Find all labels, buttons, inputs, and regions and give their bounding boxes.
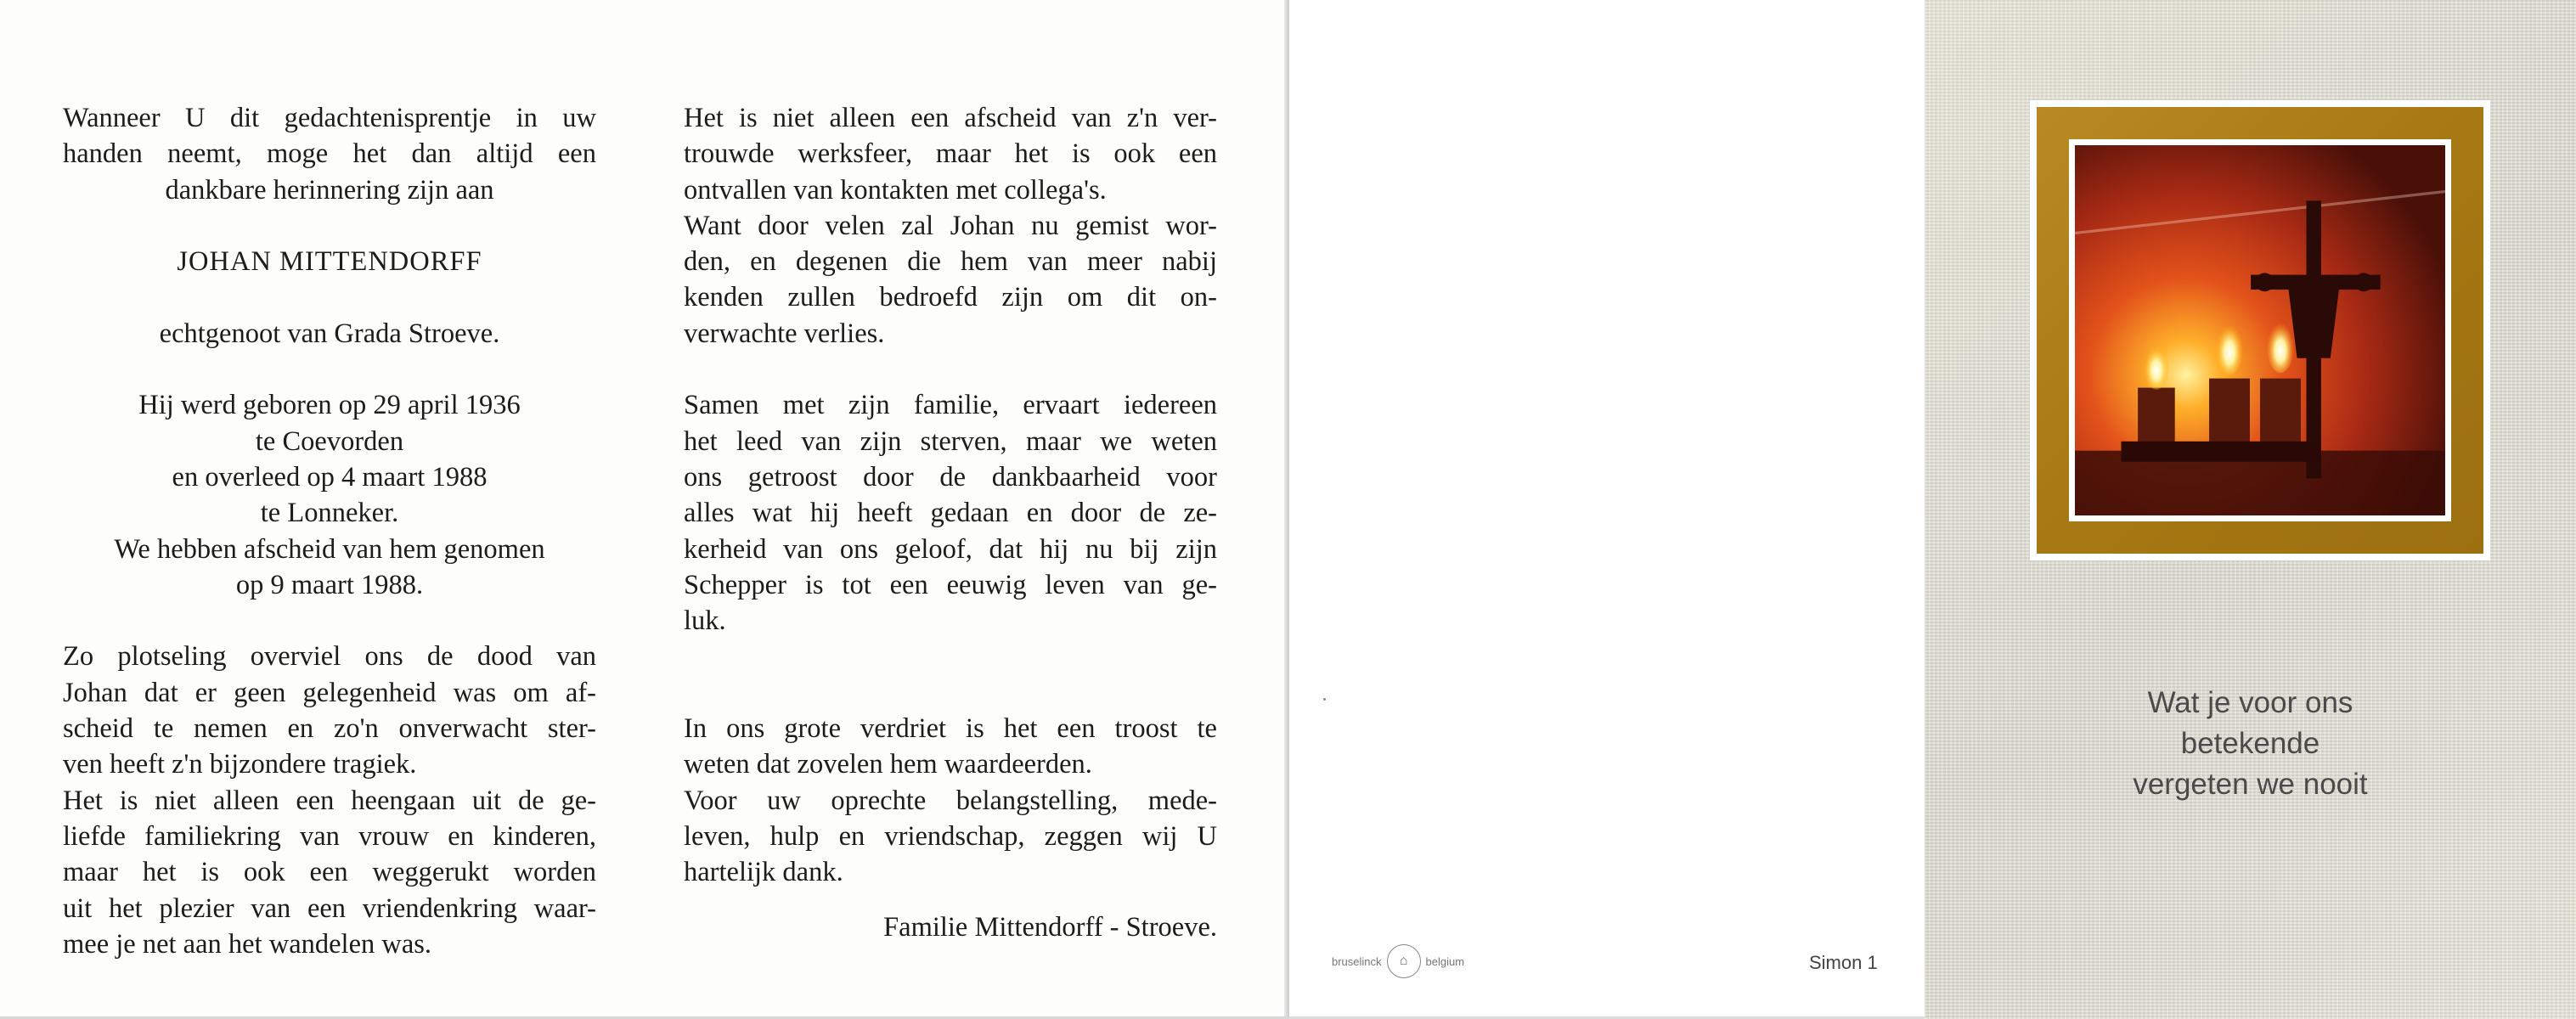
paragraph-line: alles wat hij heeft gedaan en door de ze- [684,498,1217,529]
life-line: en overleed op 4 maart 1988 [172,461,488,493]
paragraph-line: Johan dat er geen gelegenheid was om af- [63,677,596,708]
paragraph-line: Schepper is tot een eeuwig leven van ge- [684,569,1217,600]
life-line: op 9 maart 1988. [235,569,424,600]
text-column-left [63,100,596,962]
life-line: We hebben afscheid van hem genomen [114,533,545,565]
publisher-logo [1332,944,1464,978]
intro-line: Wanneer U dit gedachtenisprentje in uw [63,103,596,133]
life-line: Hij werd geboren op 29 april 1936 [138,390,521,421]
memorial-card-cover [1925,0,2576,1019]
paragraph-line: leven, hulp en vriendschap, zeggen wij U [684,820,1217,852]
paragraph-line: maar het is ook een weggerukt worden [63,857,596,888]
paragraph-line: Samen met zijn familie, ervaart iedereen [684,390,1217,421]
paragraph-line: weten dat zovelen hem waardeerden. [684,749,1092,780]
intro-line: handen neemt, moge het dan altijd een [63,138,596,170]
paragraph-line: ontvallen van kontakten met collega's. [684,174,1107,205]
photo-frame [2030,100,2490,560]
life-line: te Lonneker. [260,498,399,529]
card-model-code: Simon 1 [1809,952,1878,973]
intro-line: dankbare herinnering zijn aan [165,174,494,205]
paragraph-line: liefde familiekring van vrouw en kinderen, [63,820,596,852]
paragraph-line: Het is niet alleen een heengaan uit de ge- [63,785,596,816]
spouse-line: echtgenoot van Grada Stroeve. [159,318,500,349]
family-signature: Familie Mittendorff - Stroeve. [883,911,1217,943]
cover-verse-line: vergeten we nooit [2133,768,2368,801]
paragraph-line: luk. [684,605,726,637]
paragraph-line: ven heeft z'n bijzondere tragiek. [63,749,417,780]
paragraph-line: Het is niet alleen een afscheid van z'n ver- [684,103,1217,133]
paragraph-line: het leed van zijn sterven, maar we weten [684,425,1217,457]
paragraph-line: uit het plezier van een vriendenkring waar- [63,892,596,924]
paragraph-line: mee je net aan het wandelen was. [63,928,432,960]
deceased-name: JOHAN MITTENDORFF [177,246,482,278]
life-line: te Coevorden [255,425,404,457]
paragraph-line: verwachte verlies. [684,318,885,349]
paragraph-line: kerheid van ons geloof, dat hij nu bij zijn [684,533,1217,565]
paragraph-line: Voor uw oprechte belangstelling, mede- [684,785,1217,816]
publisher-emblem-icon: ⌂ [1387,944,1421,978]
cover-verse-line: betekende [2180,727,2320,760]
candles-and-crucifix-photo [2075,145,2445,515]
photo-inner-border [2069,139,2451,521]
cover-verse [1925,683,2576,805]
paragraph-line: Zo plotseling overviel ons de dood van [63,641,596,673]
cover-verse-line: Wat je voor ons [2147,686,2353,719]
photo-gold-border [2037,107,2483,554]
publisher-logo-left-text: bruselinck [1332,954,1382,968]
paragraph-line: den, en degenen die hem van meer nabij [684,246,1217,278]
scan-speck [1323,698,1326,701]
memorial-card-back [1288,0,1925,1019]
paragraph-line: ons getroost door de dankbaarheid voor [684,461,1217,493]
paragraph-line: hartelijk dank. [684,857,843,888]
paragraph-line: Want door velen zal Johan nu gemist wor- [684,210,1217,241]
text-column-right [684,100,1217,945]
paragraph-line: scheid te nemen en zo'n onverwacht ster- [63,713,596,745]
paragraph-line: trouwde werksfeer, maar het is ook een [684,138,1217,170]
paragraph-line: kenden zullen bedroefd zijn om dit on- [684,282,1217,313]
publisher-logo-right-text: belgium [1425,954,1465,968]
paragraph-line: In ons grote verdriet is het een troost te [684,713,1217,745]
